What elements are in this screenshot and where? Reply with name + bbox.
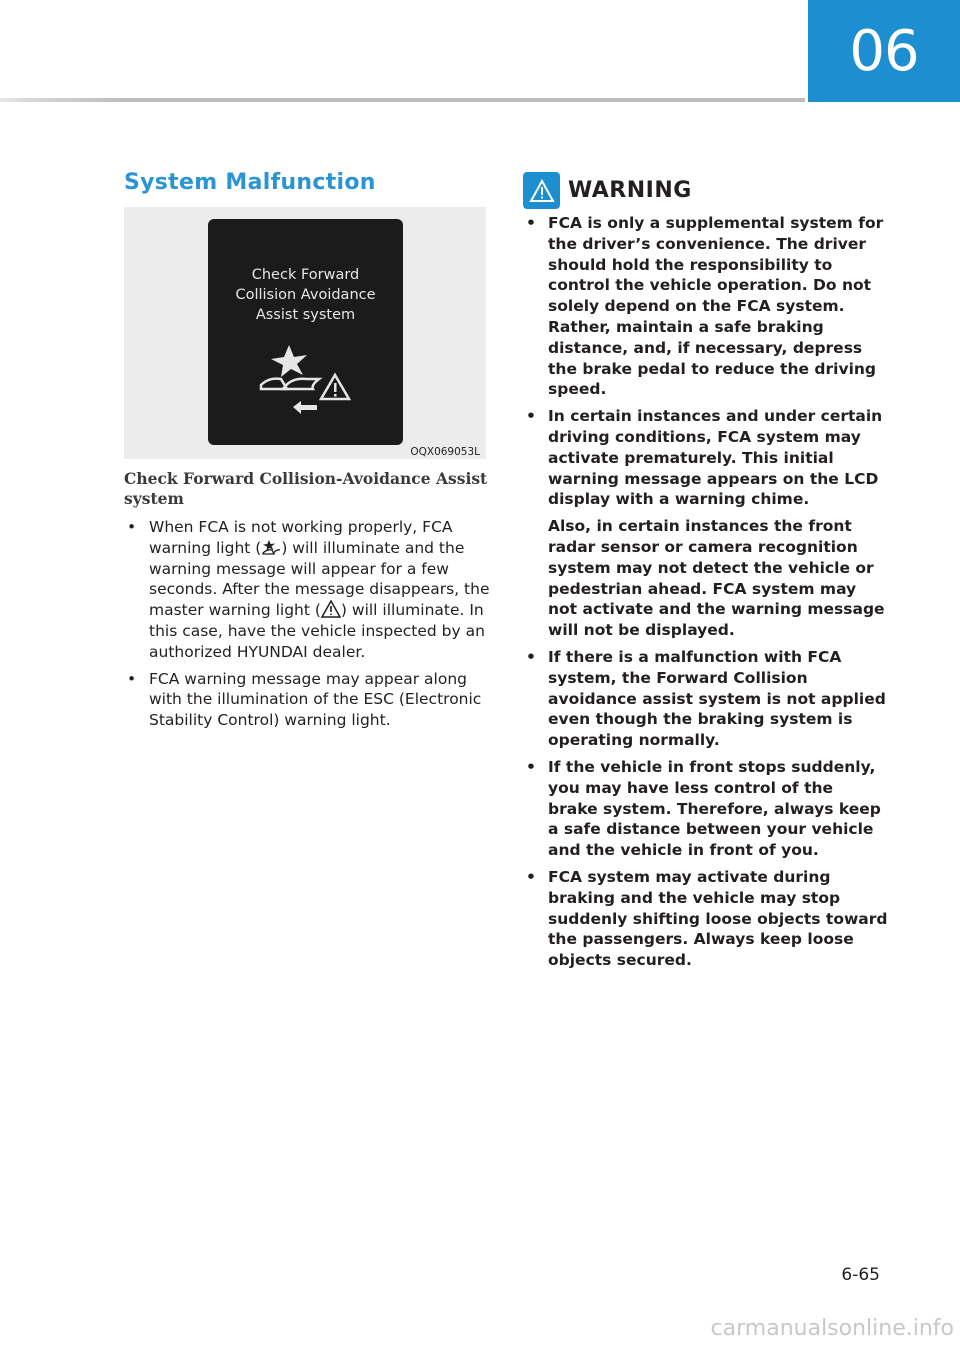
cluster-display [208, 219, 403, 445]
display-line: Check Forward [251, 267, 360, 283]
list-item: • FCA system may activate during braking and the vehicle may stop suddenly shifting loose objects toward the passengers. Always keep loose objects secured. [523, 867, 888, 971]
list-item [124, 517, 492, 663]
bullet-text: • In certain instances and under certain driving conditions, FCA system may activate prematurely. This initial warning message appears on the LCD display with a warning chime. [548, 407, 883, 509]
malfunction-bullets [124, 517, 492, 737]
bullet-text: When FCA is not working properly, FCA warning light ( [149, 518, 453, 557]
header-rule [0, 98, 805, 102]
watermark: carmanualsonline.info [710, 1316, 954, 1341]
list-item: • FCA is only a supplemental system for the driver’s convenience. The driver should hold the responsibility to control the vehicle operation. Do not solely depend on the FCA system. Rather, maintain a safe braking distance, and, if necessary, depress the brake pedal to reduce the driving speed. [523, 213, 888, 400]
bullet-text: ) will illuminate and the warning message will appear for a few seconds. After the message disappears, the master warning light ( [149, 538, 490, 620]
warning-icon [523, 172, 560, 209]
cluster-figure [124, 207, 486, 459]
warning-bullets [523, 213, 888, 977]
bullet-continuation: Also, in certain instances the front radar sensor or camera recognition system may not detect the vehicle or pedestrian ahead. FCA system may not activate and the warning message will not be displayed. [548, 517, 885, 640]
figure-caption: Check Forward Collision-Avoidance Assist system [124, 469, 488, 508]
fca-collision-icon [253, 345, 353, 420]
display-message [208, 265, 403, 325]
figure-code: OQX069053L [410, 446, 480, 458]
bullet-text: ) will illuminate. In this case, have the vehicle inspected by an authorized HYUNDAI dealer. [149, 601, 485, 661]
master-warning-icon [321, 600, 341, 618]
fca-warning-light-icon [261, 540, 281, 556]
warning-header [523, 172, 692, 209]
chapter-tab: 06 [808, 0, 960, 102]
section-title: System Malfunction [124, 170, 376, 195]
warning-title: WARNING [568, 178, 692, 203]
list-item [523, 406, 888, 641]
page-number: 6-65 [841, 1265, 880, 1285]
display-line: Collision Avoidance [235, 287, 376, 303]
list-item: • If the vehicle in front stops suddenly, you may have less control of the brake system. Therefore, always keep a safe distance between your vehicle and the vehicle in front of you. [523, 757, 888, 861]
list-item: • FCA warning message may appear along with the illumination of the ESC (Electronic Stability Control) warning light. [124, 669, 492, 731]
list-item: • If there is a malfunction with FCA system, the Forward Collision avoidance assist system is not applied even though the braking system is operating normally. [523, 647, 888, 751]
display-line: Assist system [255, 307, 356, 323]
